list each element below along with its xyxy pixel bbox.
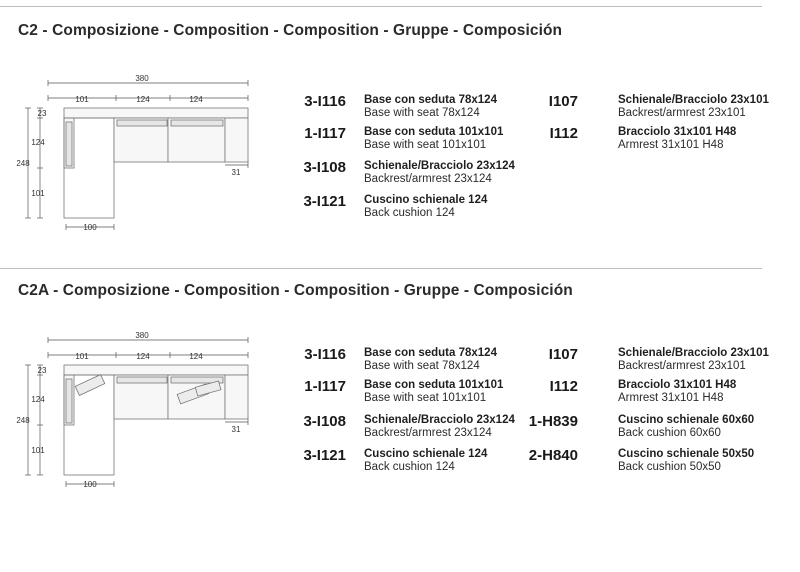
item-code: I107 <box>548 346 578 363</box>
item-desc: Schienale/Bracciolo 23x101 Backrest/armrest 23x101 <box>618 347 769 372</box>
item-desc: Cuscino schienale 124 Back cushion 124 <box>364 448 488 473</box>
sofa-diagram-c2a <box>18 322 268 498</box>
item-desc: Cuscino schienale 124 Back cushion 124 <box>364 194 488 219</box>
top-rule <box>0 6 762 7</box>
item-code: 3-I108 <box>303 413 346 430</box>
item-desc: Base con seduta 101x101 Base with seat 101x101 <box>364 126 504 151</box>
dim-right: 31 <box>231 168 241 177</box>
dim-seg2: 124 <box>136 95 150 104</box>
dim-total: 380 <box>135 74 149 83</box>
dim-seg1: 101 <box>75 352 89 361</box>
item-code: 1-H839 <box>528 413 578 430</box>
item-code: I112 <box>549 125 578 142</box>
section-c2a <box>0 322 800 572</box>
item-desc: Cuscino schienale 60x60 Back cushion 60x60 <box>618 414 755 439</box>
item-code: I112 <box>549 378 578 395</box>
dim-top: 23 <box>37 366 47 375</box>
item-code: 3-I116 <box>304 93 346 110</box>
dim-seg3: 124 <box>189 95 203 104</box>
item-code: 1-I117 <box>304 378 346 395</box>
item-code: 3-I108 <box>303 159 346 176</box>
dim-mid: 124 <box>31 138 45 147</box>
item-code: 3-I121 <box>303 193 346 210</box>
item-code: 3-I116 <box>304 346 346 363</box>
item-desc: Schienale/Bracciolo 23x124 Backrest/armrest 23x124 <box>364 414 515 439</box>
item-desc: Bracciolo 31x101 H48 Armrest 31x101 H48 <box>618 126 737 151</box>
dim-bottom-width: 100 <box>83 480 97 489</box>
item-code: 1-I117 <box>304 125 346 142</box>
section-title-c2a: C2A - Composizione - Composition - Composition - Gruppe - Composición <box>18 282 573 299</box>
item-desc: Schienale/Bracciolo 23x101 Backrest/armrest 23x101 <box>618 94 769 119</box>
item-desc: Base con seduta 78x124 Base with seat 78x124 <box>364 94 497 119</box>
section-divider <box>0 268 762 269</box>
item-desc: Schienale/Bracciolo 23x124 Backrest/armrest 23x124 <box>364 160 515 185</box>
section-title-c2: C2 - Composizione - Composition - Composition - Gruppe - Composición <box>18 22 563 39</box>
item-code: I107 <box>548 93 578 110</box>
item-desc: Cuscino schienale 50x50 Back cushion 50x50 <box>618 448 755 473</box>
dim-seg2: 124 <box>136 352 150 361</box>
dim-top: 23 <box>37 109 47 118</box>
dim-height: 248 <box>16 159 30 168</box>
dim-bottom-width: 100 <box>83 223 97 232</box>
dim-bottom: 101 <box>31 446 45 455</box>
dim-height: 248 <box>16 416 30 425</box>
dim-seg1: 101 <box>75 95 89 104</box>
dim-right: 31 <box>231 425 241 434</box>
item-desc: Base con seduta 78x124 Base with seat 78x124 <box>364 347 497 372</box>
sofa-diagram-c2 <box>18 70 268 240</box>
item-code: 2-H840 <box>528 447 578 464</box>
dim-bottom: 101 <box>31 189 45 198</box>
dim-mid: 124 <box>31 395 45 404</box>
item-desc: Bracciolo 31x101 H48 Armrest 31x101 H48 <box>618 379 737 404</box>
item-desc: Base con seduta 101x101 Base with seat 101x101 <box>364 379 504 404</box>
dim-seg3: 124 <box>189 352 203 361</box>
item-code: 3-I121 <box>303 447 346 464</box>
dim-total: 380 <box>135 331 149 340</box>
